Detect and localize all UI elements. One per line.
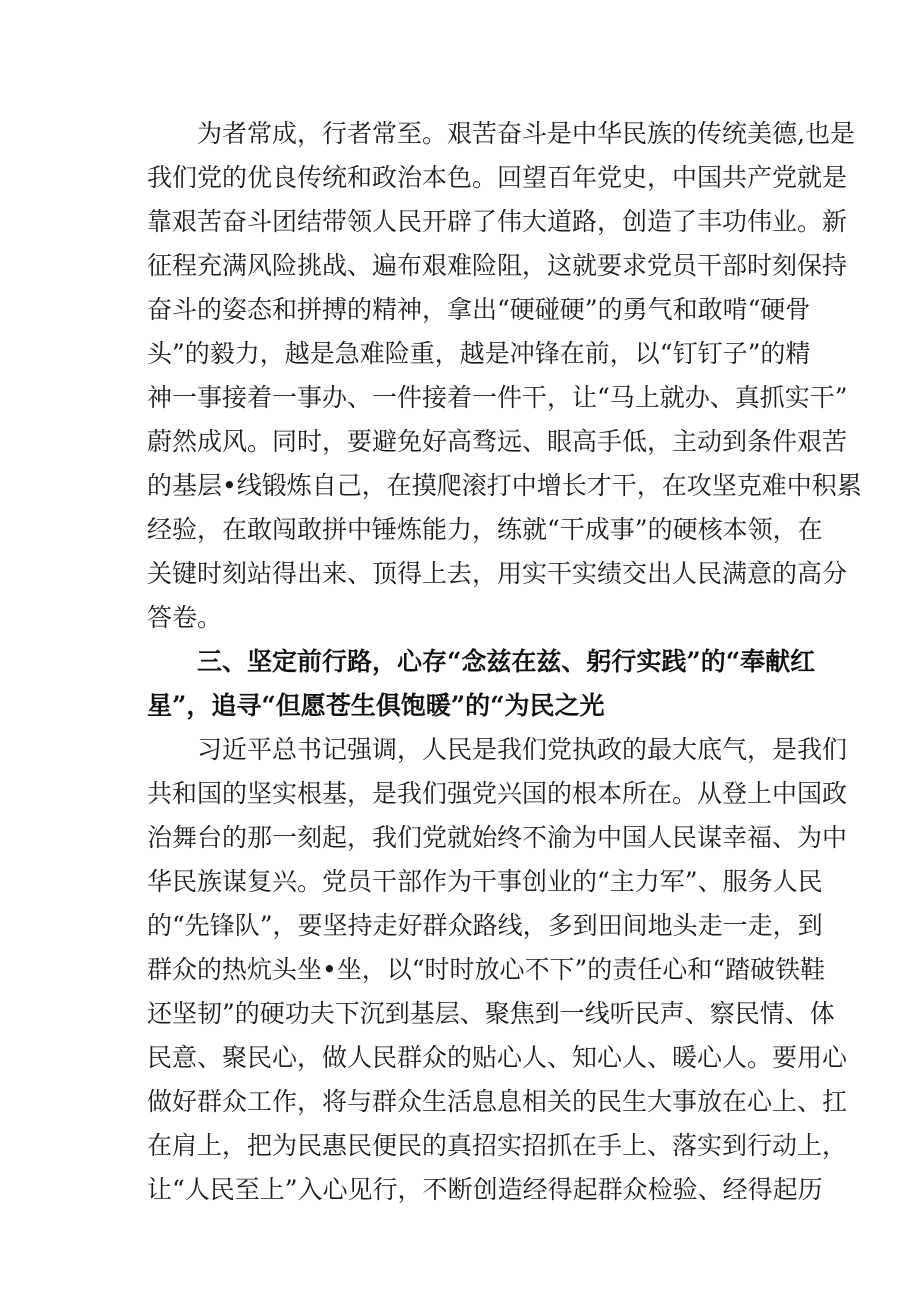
paragraph-1-line-12: 答卷。 (147, 603, 223, 632)
paragraph-2-line-6: 群众的热炕头坐•坐，以“时时放心不下”的责任心和“踏破铁鞋 (147, 955, 826, 984)
paragraph-1-line-6: 头”的毅力，越是急难险重，越是冲锋在前，以“钉钉子”的精 (147, 339, 811, 368)
paragraph-1-line-1: 为者常成，行者常至。艰苦奋斗是中华民族的传统美德,也是 (147, 119, 855, 148)
paragraph-1-line-9: 的基层•线锻炼自己，在摸爬滚打中增长才干，在攻坚克难中积累 (147, 471, 862, 500)
paragraph-2-line-7: 还坚韧”的硬功夫下沉到基层、聚焦到一线听民声、察民情、体 (147, 999, 835, 1028)
paragraph-2-line-1: 习近平总书记强调，人民是我们党执政的最大底气，是我们 (147, 735, 848, 764)
paragraph-1-line-5: 奋斗的姿态和拼搏的精神，拿出“硬碰硬”的勇气和敢啃“硬骨 (147, 295, 811, 324)
paragraph-2-line-11: 让“人民至上”入心见行，不断创造经得起群众检验、经得起历 (147, 1175, 823, 1204)
paragraph-1-line-2: 我们党的优良传统和政治本色。回望百年党史，中国共产党就是 (147, 163, 848, 192)
paragraph-2-line-2: 共和国的坚实根基，是我们强党兴国的根本所在。从登上中国政 (147, 779, 848, 808)
paragraph-2-line-5: 的“先锋队”，要坚持走好群众路线，多到田间地头走一走，到 (147, 911, 823, 940)
paragraph-1-line-3: 靠艰苦奋斗团结带领人民开辟了伟大道路，创造了丰功伟业。新 (147, 207, 848, 236)
paragraph-2-line-10: 在肩上，把为民惠民便民的真招实招抓在手上、落实到行动上， (147, 1131, 848, 1160)
paragraph-1-line-4: 征程充满风险挑战、遍布艰难险阻，这就要求党员干部时刻保持 (147, 251, 848, 280)
paragraph-2-line-4: 华民族谋复兴。党员干部作为干事创业的“主力军”、服务人民 (147, 867, 823, 896)
paragraph-2-line-8: 民意、聚民心，做人民群众的贴心人、知心人、暖心人。要用心 (147, 1043, 848, 1072)
paragraph-2-line-9: 做好群众工作，将与群众生活息息相关的民生大事放在心上、扛 (147, 1087, 848, 1116)
paragraph-1-line-11: 关键时刻站得出来、顶得上去，用实干实绩交出人民满意的高分 (147, 559, 848, 588)
paragraph-1-line-8: 蔚然成风。同时，要避免好高骛远、眼高手低，主动到条件艰苦 (147, 427, 848, 456)
section-heading-line-1: 三、坚定前行路，心存“念兹在兹、躬行实践”的“奉献红 (147, 647, 816, 676)
paragraph-2-line-3: 治舞台的那一刻起，我们党就始终不渝为中国人民谋幸福、为中 (147, 823, 848, 852)
paragraph-1-line-7: 神一事接着一事办、一件接着一件干，让“马上就办、真抓实干” (147, 383, 848, 412)
paragraph-1-line-10: 经验，在敢闯敢拼中锤炼能力，练就“干成事”的硬核本领，在 (147, 515, 823, 544)
section-heading-line-2: 星”，追寻“但愿苍生俱饱暖”的“为民之光 (147, 691, 605, 720)
